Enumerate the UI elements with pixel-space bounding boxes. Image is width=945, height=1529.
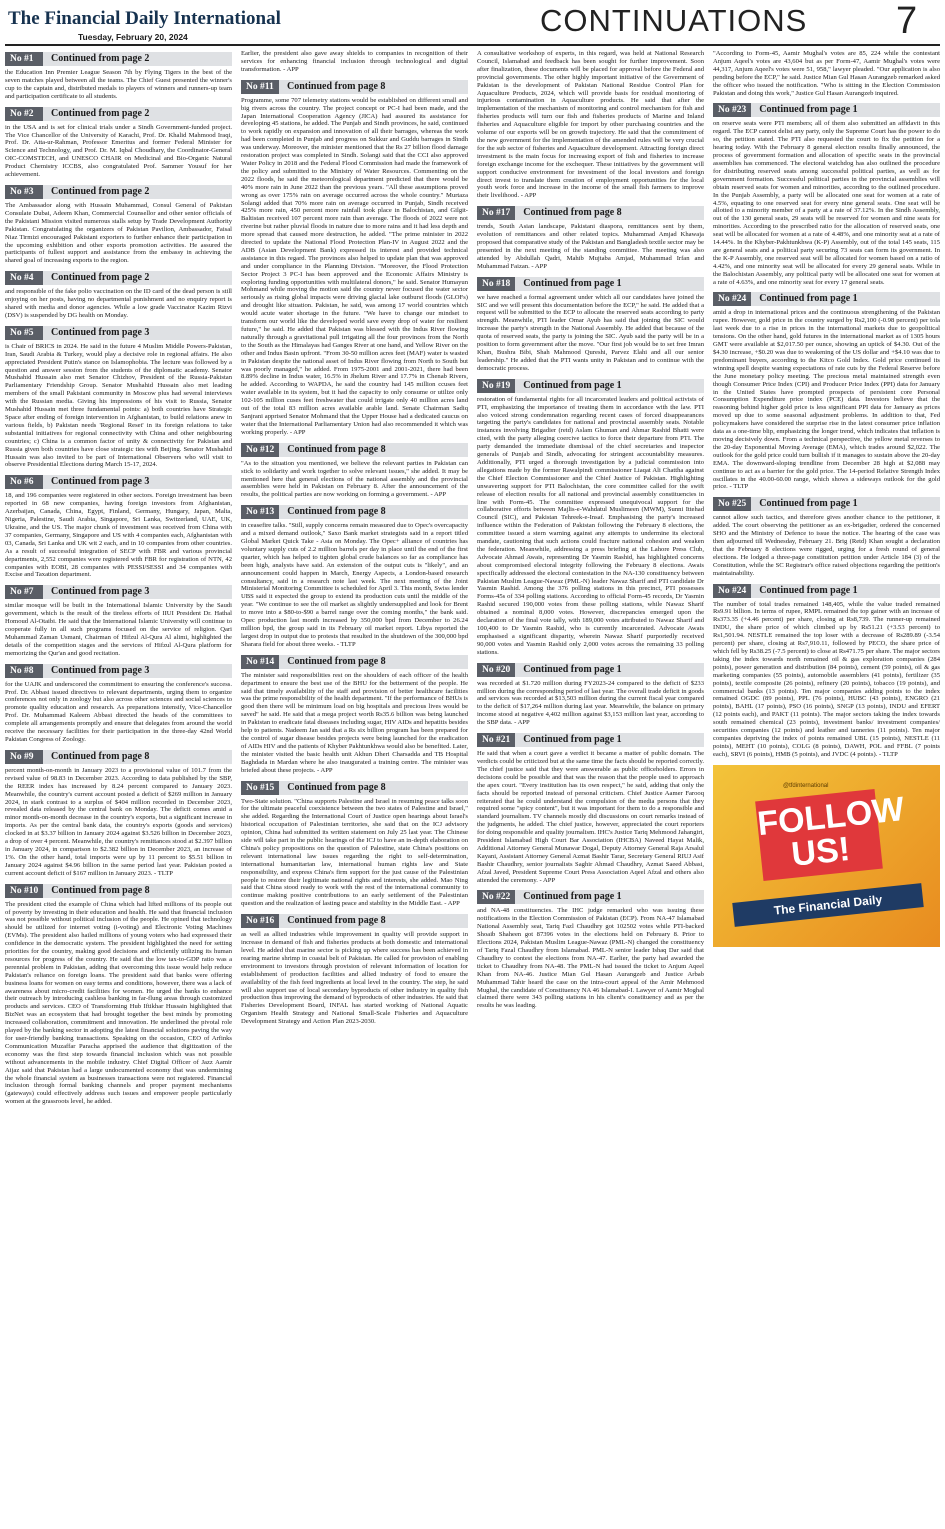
continuation-header xyxy=(477,206,704,220)
continuation-header xyxy=(241,655,468,669)
continued-from-label: Continued from page 8 xyxy=(43,884,232,898)
article xyxy=(241,80,468,437)
continuation-number: No #23 xyxy=(713,103,751,117)
continuation-number: No #24 xyxy=(713,292,751,306)
continuation-number: No #7 xyxy=(5,585,43,599)
column-1 xyxy=(5,50,232,1524)
continuation-number: No #17 xyxy=(477,206,515,220)
article xyxy=(5,475,232,579)
article-body: Two-State solution. "China supports Palestine and Israel in resuming peace talks soon for the ultimate peaceful coexistence between the two states of Palestine and Israel," she added. Regarding the International Court of Justice open hearings about Israel's historical occupation of Palestinian territories, she said that on the ICJ advisory opinion, China had submitted its written statement on July 25 last year. The Chinese side will take part in the public hearings of the ICJ to have an in-depth elaboration on China's policy propositions on the question of Palestine, state China's positions on relevant international law issues regarding the right to self-determination, international humanitarian law, international human rights law and State responsibility, and express China's firm support for the just cause of the Palestinian people to restore their legitimate national rights and interests, she added. Mao Ning said that China stood ready to work with the rest of the international community to continue making positive contributions to an early settlement of the Palestinian question and the realization of lasting peace and stability in the Middle East. - APP xyxy=(241,797,468,908)
continuation-number: No #5 xyxy=(5,326,43,340)
continuation-header xyxy=(241,505,468,519)
article-body: trends, South Asian landscape, Pakistani diaspora, remittances sent by them, evolution of remittances and other related topics. Muhammad Amjad Khawaja proposed that comparative study of the Pakistan and Bangladesh textile sector may be presented in the next meeting of the standing committee. The meeting was also attended by Abdullah Qadri, Mahib Mujtaba Amjad, Muhammad Irfan and Muhammad Faizan. - APP xyxy=(477,223,704,270)
continuation-header xyxy=(5,475,232,489)
article xyxy=(5,750,232,878)
article-body: the Education Inn Premier League Season 7th by Flying Tigers in the best of the seven matches played between all the teams. The Chief Guest presented the winner's cup to the captain and, distributed medals to players of winners and runners-up team and participation certificate to all students. xyxy=(5,69,232,100)
article xyxy=(477,733,704,884)
continuation-header xyxy=(5,664,232,678)
article xyxy=(241,914,468,1026)
continued-from-label: Continued from page 2 xyxy=(43,185,232,199)
article-body: similar mosque will be built in the International Islamic University by the Saudi government, which is the result of the tireless efforts of IIUI President Dr. Hathal Homoud Al-Otaibi. He said that the International Islamic University will continue to cooperate fully in all such programs focused on the service of religion. Qari Muhammad Zaman Usmani, Chairman of Hifzul Al-Qura Al alimi, highlighted the details of the competition stages and the services of Hifzul Al-Qura platform for memorizing the Qur'an and good recitation. xyxy=(5,602,232,657)
continued-from-label: Continued from page 1 xyxy=(515,277,704,291)
continued-from-label: Continued from page 8 xyxy=(279,914,468,928)
article xyxy=(477,206,704,270)
continued-from-label: Continued from page 3 xyxy=(43,585,232,599)
article-body: The Ambassador along with Hussain Muhammad, Consul General of Pakistan Consulate Dubai, Adeem Khan, Commercial Counsellor and other senior officials of the Pakistani Mission visited numerous stalls setup by Trade Development Authority Pakistan. Congratulating the organizers of Pakistan Pavilion, Ambassador, Faisal Niaz Tirmizi encouraged Pakistani exporters to further enhance their participation in the upcoming exhibition and other exports promotion activities. He assured the participants of fullest support and assistance from the embassy in achieving the shared goal of increasing exports to the region. xyxy=(5,201,232,265)
continued-from-label: Continued from page 8 xyxy=(279,655,468,669)
article xyxy=(477,890,704,1010)
continued-from-label: Continued from page 1 xyxy=(515,733,704,747)
continued-from-label: Continued from page 2 xyxy=(43,52,232,66)
continuation-header xyxy=(477,277,704,291)
article-body: "As to the situation you mentioned, we believe the relevant parties in Pakistan can stick to solidarity and work together to solve relevant issues," she added. It may be mentioned here that general elections of the national assembly and the provincial assemblies were held in Pakistan on February 8. After the announcement of the results, the political parties are now working on forming a government. - APP xyxy=(241,459,468,499)
page-number: 7 xyxy=(896,0,918,42)
continued-from-label: Continued from page 3 xyxy=(43,475,232,489)
continuation-number: No #21 xyxy=(477,733,515,747)
continuation-number: No #14 xyxy=(241,655,279,669)
article xyxy=(713,497,940,577)
continued-from-label: Continued from page 8 xyxy=(43,750,232,764)
continuation-number: No #4 xyxy=(5,271,43,285)
continuation-header xyxy=(241,443,468,457)
continuation-number: No #10 xyxy=(5,884,43,898)
article-body: is Chair of BRICS in 2024. He said in the future 4 Muslim Middle Powers-Pakistan, Iran, Saudi Arabia & Turkey, would play a decisive role in regional affairs. He also appreciated President Putin's stance on Islamophobia. The lecture was followed by a question and answer session from the students of the diplomatic academy. Senator Mushahid Hussain also met Senator Chizhov, President of the Russia-Pakistan Parliamentary Friendship Group. Senator Mushahid Hussain also met leading members of the small Pakistani community in Moscow plus had several interviews with the Russian media. Giving his impressions of his visit to Russia, Senator Mushahid Hussain met three fundamental points: a) both countries have Strategic Space after ending of foreign intervention in Afghanistan, to build relations anew in various fields, b) Pakistan needs 'Regional Reset' in its foreign relations to take substantial initiatives for regional connectivity with China and other neighbouring countries; c) China is a common factor of unity & connectivity for Pakistan and Russia given both countries have close strategic ties with Beijing. Senator Mushahid Hussain was also invited to be part of International Observers who will visit to observe Presidential Elections during March 15-17, 2024. xyxy=(5,342,232,469)
article xyxy=(713,103,940,286)
article xyxy=(241,50,468,74)
article-body: and responsible of the fake polio vaccination on the ID card of the dead person is still enjoying on her posts, having no departmental punishment and no enquiry report is shared with media and donor agencies. While a low grade Vaccinator Kazim Rizvi (DSV) is suspended by DG health on Monday. xyxy=(5,288,232,319)
article-body: percent month-on-month in January 2023 to a provisional value of 101.7 from the revised value of 98.83 in December 2023. According to data published by the SBP, the REER index has increased by 8.24 percent compared to January 2023. Meanwhile, the country's current account posted a deficit of $269 million in January 2024, in stark contrast to a surplus of $404 million recorded in December 2023, revealed data released by the central bank on Monday. The deficit comes amid a minor month-on-month decrease in the country's exports, but a significant increase in imports. As per the central bank data, the country's exports (goods and services) clocked in at $3.37 billion in January 2024 against $3.526 billion in December 2023, a drop of over 4 percent. Meanwhile, the country's remittances stood at $2.397 billion in January 2024, in comparison to $2.382 billion in December 2023, an increase of 1%. On the other hand, total imports were up by 11 percent to $5.51 billion in January 2024 against $4.96 billion in the same period last year. Pakistan posted a current account deficit of $167 million in January 2023. - TLTP xyxy=(5,766,232,877)
ad-headline: FOLLOW US! xyxy=(755,789,883,881)
continued-from-label: Continued from page 2 xyxy=(43,107,232,121)
continued-from-label: Continued from page 3 xyxy=(43,664,232,678)
article xyxy=(5,52,232,101)
continuation-header xyxy=(477,733,704,747)
column-4 xyxy=(713,50,940,1524)
continuation-header xyxy=(5,884,232,898)
article xyxy=(477,50,704,200)
article-body: The minister said responsibilities rest on the shoulders of each officer of the health department to ensure the best use of the BHU for the betterment of the people. He said that timely availability of the staff and provision of better healthcare facilities was the prime responsibility of the health department. "If the performance of BHUs is good then there will be minimum load on big hospitals and precious lives would be saved" he said. He said that a mega project worth Rs35.6 billion was being launched in Pakistan to eradicate fatal diseases including sugar, HIV AIDs and hepatitis besides help to patients. Nadeem Jan said that a Rs six billion program has been prepared for the control of sugar disease besides projects were being launched for the eradication of AIDs HIV and the patients of Khyber Pakhtunkhwa would also be benefited. Later, the minister visited the basic health unit Akhun Dheri Charsadda and TB Hospital Baghdada in Mardan where he also inaugurated a training centre. The minister was briefed about these projects. - APP xyxy=(241,671,468,774)
continuation-header xyxy=(477,890,704,904)
continuation-number: No #20 xyxy=(477,663,515,677)
continued-from-label: Continued from page 1 xyxy=(751,497,940,511)
column-2 xyxy=(241,50,468,1524)
continuation-number: No #19 xyxy=(477,379,515,393)
continuation-number: No #16 xyxy=(241,914,279,928)
section-title: CONTINUATIONS xyxy=(540,3,808,38)
article xyxy=(477,663,704,727)
continued-from-label: Continued from page 1 xyxy=(515,890,704,904)
continuation-header xyxy=(477,379,704,393)
article-body: in the USA and is set for clinical trials under a Sindh Government-funded project. The Vice Chancellor of the University of Karachi, Prof. Dr. Khalid Mahmood Iraqi, Prof. Dr. Atta-ur-Rahman, Professor Emeritus and former Federal Minister for Science and Technology, and Prof. Dr. M. Iqbal Choudhary, the Coordinator-General OIC-COMSTECH, and UNESCO CHAIR on Medicinal and Bio-Organic Natural Product Chemistry ICCBS, also congratulated Prof. Sammer Yousuf for her achievement. xyxy=(5,123,232,179)
continuation-header xyxy=(5,107,232,121)
continuation-number: No #15 xyxy=(241,781,279,795)
continuation-number: No #11 xyxy=(241,80,279,94)
continuation-number: No #9 xyxy=(5,750,43,764)
masthead xyxy=(0,0,945,46)
article xyxy=(713,292,940,491)
continued-from-label: Continued from page 3 xyxy=(43,326,232,340)
article-body: A consultative workshop of experts, in this regard, was held at National Research Council, Islamabad and feedback has been sought for further improvement. Soon after finalization, these documents will be placed for approval before the Federal and provincial governments. The other highly important initiative of the Government of Pakistan is the development of Pakistan National Residue Control Plan for Aquaculture Products, 2024, which will provide basis for residual monitoring of injurious contamination in Aquaculture products. He said that after the implementation of the mechanism of monitoring and control mechanism for fish and fisheries products will turn our fish and fisheries products of Marine and Inland fisheries and Aquaculture eligible for import by other purchasing countries and the volume of our exports will be on growth trajectory. He said that the commitment of the new government for the implementation of the amended rules will be very crucial for the sub sector of fisheries and Aquaculture development. Attracting foreign direct investment is the main focus for increasing export of fish and fisheries to increase foreign exchange income for the exchequer. These initiatives by the government will support conducive environment for investment of the local investors and foreign direct invest to translate them creation of employment opportunities for the local youth work force and increase in the income of the small fish farmers to improve their livelihood. - APP xyxy=(477,50,704,200)
continued-from-label: Continued from page 8 xyxy=(279,781,468,795)
article-body: "According to Form-45, Aamir Mughal's votes are 85, 224 while the contestant Anjum Aqeel's votes are 43,604 but as per Form-47, Aamir Mughal's votes were 44,317, Anjum Aqeel's votes were 51, 958," lawyer pleaded. "Our application is also pending before the ECP," he said. Justice Mian Gul Hasan Aurangzeb remarked asked the officer who issued the notification. "Who is sitting in the Election Commission Pakistan and doing this work," Justice Gul Hasan Aurangzeb inquired. xyxy=(713,50,940,97)
continuation-number: No #13 xyxy=(241,505,279,519)
follow-us-ad[interactable] xyxy=(713,765,940,947)
article xyxy=(5,271,232,320)
article xyxy=(241,505,468,649)
continuation-number: No #18 xyxy=(477,277,515,291)
article xyxy=(713,50,940,97)
continued-from-label: Continued from page 1 xyxy=(751,584,940,598)
continuation-header xyxy=(713,103,940,117)
header-rule xyxy=(5,44,940,46)
continuation-header xyxy=(5,185,232,199)
article-body: amid a drop in international prices and the continuous strengthening of the Pakistan rupee. However, gold price in the country surged by Rs2,100 (-0.98 percent) per tola last week due to a rise in prices in the international markets due to geopolitical tensions. On the other hand, gold futures in the international market as of 1305 hours GMT were available at $2,017.50 per ounce, showing an uptick of $4.30. Out of the $4.30 increase, +$0.20 was due to weakening of the US dollar and +$4.10 was due to predominant buyers, according to the Kitco Gold Index. Gold price continued its winning spell despite waning expectations of rate cuts by the Federal Reserve before the June monetary policy meeting. The precious metal maintained strength even though Consumer Price Index (CPI) and Producer Price Index (PPI) data for January in the United States have prompted prospects of persistent core Personal Consumption Expenditure price index (PCE) data. Investors believe that the reasoning behind higher gold price is less significant PPI data for January as prices moved up due to some seasonal adjustment problems. In addition to that, Fed policymakers have considered the surprise rise in the latest consumer price inflation data as a one-time blip, emphasizing the longer trend, which indicates that inflation is moving decisively down. From a technical perspective, the yellow metal reverses to the 20-day Exponential Moving Average (EMA), which trades around $2,022. The outlook for the gold price could turn bullish if it manages to sustain above the 20-day EMA. The downward-sloping trendline from December 28 high at $2,088 may continue to act as a barrier for the gold price. The 14-period Relative Strength Index oscillates in the 40.00-60.00 range, which shows a sideways outlook for the gold price. - TLTP xyxy=(713,309,940,491)
continuation-header xyxy=(5,326,232,340)
article-body: we have reached a formal agreement under which all our candidates have joined the SIC and we will present this documentation before the ECP," he said. He added that a request will be submitted to the ECP to allocate the reserved seats according to party strength. Meanwhile, PTI leader Omar Ayub has said that joining the SIC would increase the party's strength in the National Assembly. He added that because of the quota of reserved seats, the party is joining the SIC. Ayub said the party will be in a position to form government after the move. "Our first job would be to set free Imran Khan, Bushra Bibi, Shah Mahmood Qureshi, Parvez Elahi and all our senior leadership." He added that the PTI wants unity in Pakistan and to continue with the democratic process. xyxy=(477,293,704,372)
article-body: Earlier, the president also gave away shields to companies in recognition of their services for enhancing financial inclusion through technological and digital transformation. - APP xyxy=(241,50,468,73)
continuation-header xyxy=(5,750,232,764)
article-body: in ceasefire talks. "Still, supply concerns remain measured due to Opec's overcapacity and a mixed demand outlook," Saxo Bank market strategists said in a report titled Global Market Quick Take - Asia on Monday. The Opec+ alliance of countries has voluntary supply cuts of 2.2 million barrels per day in place until the end of the first quarter, which has helped to tighten global crude balances so far as compliance has been high, analysts have said. An extension of the output cuts is "likely", and an announcement could happen in March, Energy Aspects, a London-based research consultancy, said in a research note last week. The next meeting of the Joint Ministerial Monitoring Committee is scheduled for April 3. This month, Swiss lender UBS said it expected the group to extend its production cuts until the middle of the year. "We continue to see the oil market as slightly undersupplied and look for Brent to move into a $80-to-$90 a barrel range over the coming months," the bank said. Opec production last month increased by 350,000 bpd from December to 26.24 million bpd, the group said in its February oil market report. Libya reported the largest drop in output due to protests that resulted in the shutdown of the 300,000 bpd Sharara field for about three weeks. - TLTP xyxy=(241,522,468,648)
article-body: cannot allow such tactics, and therefore gives another chance to the petitioner, it added. The court observing the petitioner as an ex-brigadier, ordered the concerned SHO and the Ministry of Defence to issue the notice. The hearing of the case was then adjourned till Wednesday, February 21. Brig (Retd) Khan sought a declaration that the February 8 elections were rigged, urging for a fresh round of general elections. He lodged a three-page constitution petition under Article 184 (3) of the Constitution, while the SC Registrar's office raised objections regarding the petition's maintainability. xyxy=(713,514,940,577)
continued-from-label: Continued from page 1 xyxy=(751,292,940,306)
continuation-number: No #22 xyxy=(477,890,515,904)
article-body: He said that when a court gave a verdict it became a matter of public domain. The verdicts could be criticized but at the same time the facts should be reported correctly. The chief justice said that they were answerable as public officeholders. Errors in decisions could be possible and that was the reason that the people used to approach the apex court. "Every institution has its own respect," he said, adding that only the facts should be reported instead of personal criticism. Chief Justice Aamer Farooq reiterated that he could understand the compulsion of the media persons that they required some "spicy content", but it was important for them to do a responsible and standard journalism. TV channels mostly did discussions on court remarks instead of the judgments, he added. The chief justice, however, appreciated the court reporters for doing responsible and quality journalism. IHC's Justice Tariq Mehmood Jahangiri, President Islamabad High Court Bar Association (IHCBA) Naveed Hayat Malik, Additional Attorney General Munawar Dogal, Deputy Attorney General Raja Arsalul Kayani, Assistant Attorney General Azmat Bashir Tarar, Secretary General RIUJ Asif Bashir Chaudhry, senior journalists Saghir Ahmad Chaudhry, Azmat Saeed Abbasi, Afzal Javed, President Supreme Court Press Association Aqeel Afzal and others also attended the ceremony. - APP xyxy=(477,750,704,884)
article-body: on reserve seats were PTI members; all of them also submitted an affidavit in this regard. The ECP cannot delist any party, only the Supreme Court has the power to do so, the petition stated. The PTI also requested the court to fix the petition for a hearing today. With the February 8 general election results finally announced, the process of government formation and allocation of specific seats in the provincial assemblies has commenced. The electoral watchdog has also outlined the procedure for distributing reserved seats among successful political parties, as well as for government formation. Successful political parties in the provincial assemblies will obtain reserved seats for women and minorities, according to the outlined procedure. In the Punjab Assembly, a party will be allocated one seat for women at a rate of 4.5%, equating to one reserved seat for every nine general seats. One seat will be allotted to a minority member of a party at a rate of 37.12%. In the Sindh Assembly, out of the 130 general seats, 29 seats will be reserved for women and nine seats for minorities. According to the prescribed ratio for the allocation of reserved seats, one seat will be allocated for women at a rate of 4.48%, and one minority seat at a rate of 14.44%. In the Khyber-Pakhtunkhwa (K-P) Assembly, out of the total 145 seats, 115 are general seats and a political party securing 73 seats can form its government. In the K-P Assembly, one reserved seat will be allocated for women based on a ratio of 4.42%, and one minority seat will be allocated for every 29 general seats. While in the Balochistan Assembly, any political party will be allocated one seat for women at a rate of 4.63%, and one minority seat for every 17 general seats. xyxy=(713,120,940,286)
article-body: was recorded at $1.720 million during FY2023-24 compared to the deficit of $233 million during the corresponding period of last year. The overall trade deficit in goods and services was recorded at $13,503 million during the current fiscal year compared to the deficit of $17,264 million during last year. Meanwhile, the balance on primary income stood at negative 4,402 million against $3,153 million last year, according to the SBP data. - APP xyxy=(477,679,704,727)
continuation-header xyxy=(5,585,232,599)
continuation-header xyxy=(241,80,468,94)
continuation-header xyxy=(241,914,468,928)
article xyxy=(713,584,940,759)
newspaper-title: The Financial Daily International xyxy=(8,8,281,29)
continued-from-label: Continued from page 8 xyxy=(515,206,704,220)
columns xyxy=(5,50,940,1524)
continuation-header xyxy=(477,663,704,677)
continuation-number: No #8 xyxy=(5,664,43,678)
continued-from-label: Continued from page 8 xyxy=(279,505,468,519)
article xyxy=(241,781,468,909)
article xyxy=(5,185,232,265)
article xyxy=(477,277,704,373)
continuation-header xyxy=(713,497,940,511)
issue-date: Tuesday, February 20, 2024 xyxy=(78,32,188,42)
article xyxy=(241,443,468,500)
continued-from-label: Continued from page 2 xyxy=(43,271,232,285)
ad-brand: The Financial Daily xyxy=(732,883,923,927)
ad-handle: @tfdinternational xyxy=(783,782,829,789)
article xyxy=(5,326,232,470)
continued-from-label: Continued from page 1 xyxy=(515,663,704,677)
article xyxy=(5,585,232,657)
continued-from-label: Continued from page 8 xyxy=(279,80,468,94)
article-body: restoration of fundamental rights for all incarcerated leaders and political activists of PTI, emphasizing the importance of treating them in accordance with the law. PTI also voiced strong condemnation regarding recent cases of forced disappearances targeting the party's candidates for national and provincial assembly seats. Notable instances involving Brigadier (retd) Aslam Ghuman and Ahmar Rashid Bhatti were cited, with the party alleging coercive tactics to force their departure from PTI. The party demanded the immediate dismissal of the chief secretaries and inspector generals of Punjab and Sindh, advocating for stringent accountability measures. Additionally, PTI urged a thorough investigation by a judicial commission into allegations made by the former Rawalpindi commissioner Liaqat Ali Chattha against the Chief Election Commissioner and the Chief Justice of Pakistan. Highlighting unwavering support for PTI Balochistan, the core committee called for the swift release of election results for all national and provincial assembly constituencies in line with Form-45. The committee expressed unequivocal support for the collaborative efforts between Majlis-e-Wahdatul Muslimeen (MWM), Sunni Ittehad Council (SIC), and Pakistan Tehreek-e-Insaf. Emphasising the party's increased influence within the Federation of Pakistan following the February 8 elections, the committee issued a stern warning against any attempts to undermine its electoral mandate, cautioning that such actions could fracture national cohesion and weaken the federation. Meanwhile, addressing a press briefing at the Lahore Press Club, Advocate Ahmad Awais, representing Dr Yasmin Rashid, has highlighted concerns about compromised electoral integrity following the February 8 elections. Awais specifically addressed the electoral contestation in the NA-130 constituency between Pakistan Muslim League-Nawaz (PML-N) leader Nawaz Sharif and PTI candidate Dr Yasmin Rashid. Among the 376 polling stations in this precinct, PTI possesses Forms-45s of 334 polling stations. According to official Form-45 records, Dr Yasmin Rashid secured 190,000 votes from these polling stations, while Nawaz Sharif obtained a nominal 8,000 votes. However, discrepancies emerged upon the declaration of the final vote tally, with 189,000 votes attributed to Nawaz Sharif and 100,400 to Dr Yasmin Rashid, who is currently incarcerated. Advocate Awais emphasised a significant disparity, wherein Nawaz Sharif purportedly received 90,000 votes and Yasmin Rashid only 2,000 votes across the remaining 33 polling stations. xyxy=(477,395,704,656)
article xyxy=(5,664,232,744)
continuation-number: No #3 xyxy=(5,185,43,199)
continuation-header xyxy=(5,271,232,285)
article xyxy=(5,884,232,1107)
continuation-number: No #2 xyxy=(5,107,43,121)
article xyxy=(477,379,704,657)
article xyxy=(241,655,468,775)
continuation-number: No #6 xyxy=(5,475,43,489)
continuation-number: No #12 xyxy=(241,443,279,457)
article-body: for the UAJK and underscored the commitment to ensuring the conference's success. Prof. Dr. Abbasi issued directives to relevant departments, urging them to organize conferences not only in zoology but also across other sciences and social sciences to promote quality education and research. As preparations intensify, Vice-Chancellor Prof. Dr. Muhammad Kaleem Abbasi directed the heads of the committees to complete all arrangements promptly and ensure that delegates from around the world receive the necessary facilities for their participation in the three-day 42nd World Pakistan Congress of Zoology. xyxy=(5,680,232,743)
article-body: The number of total trades remained 148,405, while the value traded remained Rs9.91 billion. In terms of rupee, RMPL remained the top gainer with an increase of Rs373.35 (+4.46 percent) per share, closing at Rs8,739. The runner-up remained INDU, the share price of which climbed up by Rs51.21 (+3.53 percent) to Rs1,501.94. NESTLE remained the top loser with a decrease of Rs289.89 (-3.54 percent) per share, closing at Rs7,910.11, followed by PECO, the share price of which fell by Rs38.25 (-7.5 percent) to close at Rs471.75 per share. The major sectors taking the index towards north remained oil & gas exploration companies (284 points), power generation and distribution (84 points), cement (59 points), oil & gas marketing companies (55 points), automobile assemblers (41 points), fertilizer (35 points), textile composite (26 points), refinery (20 points), tobacco (19 points), and commercial banks (13 points). Ten major companies adding points to the index remained OGDC (89 points), PPL (76 points), HUBC (43 points), ENGRO (21 points), BAHL (17 points), PSO (16 points), SNGP (13 points), INDU and EFERT (12 points each), and PAKT (11 points). The major sectors taking the index towards south remained chemical (23 points), investment banks/ investment companies/ securities companies (12 points) and leather and tanneries (11 points). Ten major companies depriving the index of points remained UBL (15 points), NESTLE (11 points), MEHT (10 points), COLG (8 points), DAWH, POL and FFBL (7 points each), SRVI (6 points), HMB (5 points), and JVDC (4 points). - TLTP xyxy=(713,600,940,758)
article-body: as well as allied industries while improvement in quality will provide support in increase in demand of fish and fisheries products at both domestic and international level. He added that marine sector is picking up where success has been achieved in rearing marine shrimp in coastal belt of Pakistan. He called for provision of enabling environment to investors through provision of relevant information of location for establishment of production facilities and allied industry of food to ensure the availability of the fish feed ingredients at local level in the country. The step, he said will also support use of local secondary byproducts of other industry in quality fish production thus improving the demand of byproducts of other industries. He said that Fisheries Development Board, INFAL has started working of National Aquatic Organism Health Strategy and National Small-Scale Fisheries and Aquaculture Development Strategy and Action Plan 2023-2030. xyxy=(241,931,468,1026)
continued-from-label: Continued from page 8 xyxy=(279,443,468,457)
continued-from-label: Continued from page 1 xyxy=(515,379,704,393)
continuation-header xyxy=(241,781,468,795)
continuation-header xyxy=(713,584,940,598)
article-body: The president cited the example of China which had lifted millions of its people out of poverty by investing in their education and health. He said that financial inclusion was not possible without political inclusion of the people. He opined that technology should be utilized for internet voting (i-voting) and Electronic Voting Machines (EVMs). The president also hailed millions of young voters who had expressed their confidence in the democratic system. The president highlighted the need for setting priorities for the country, making good decisions and efficiently utilizing its human resources for progress of the country. He said that the low tax-to-GDP ratio was a perennial problem in Pakistan, adding that overcoming this issue would help reduce Pakistan's reliance on foreign loans. The president said that banks were offering business loans for women on easy terms and conditions, however, there was a lack of awareness about micro-credit facilities for women. He urged the banks to enhance their outreach by introducing cashless banking in far-flung areas through customized products and services. CEO of Transforming Hub Iftikhar Hussain highlighted that BizNet was an ecosystem that had brought together the best minds by promoting increased collaboration, commitment and innovation. He underlined the pivotal role played by the banking sector in adopting the latest financial solutions paving the way for user-friendly banking transactions. Speaking on the occasion, CEO of Arfinks Communication Muzaffar Paracha apprised the audience that digitization of the economy was the first step towards financial inclusion which was not possible without advancements in the mobile industry. Chief Digital Officer of Jazz Aamir Aijaz said that Pakistan had a large undocumented economy that was undermining the whole financial system as businesses transactions were not registered. Financial inclusion through formal banking channels and proper payment mechanisms (gateways) could effectively address such issues and empower people particularly women at the grassroots level, he added. xyxy=(5,900,232,1106)
continuation-header xyxy=(5,52,232,66)
article xyxy=(5,107,232,179)
continuation-header xyxy=(713,292,940,306)
article-body: 18, and 196 companies were registered in other sectors. Foreign investment has been reported in 68 new companies, having foreign investors from Afghanistan, Azerbaijan, Canada, China, Egypt, Finland, Germany, Hungary, Japan, Malta, Nigeria, Palestine, Saudi Arabia, Singapore, Sri Lanka, Switzerland, UAE, UK, Ukraine, and the US. The major chunk of investment was received from China with 37 companies, Germany, Singapore and US with 4 companies each, Afghanistan with 03, Canada, Sri Lanka and UK wit 2 each, and in 10 companies from other countries. As a result of successful integration of SECP with FBR and various provincial departments, 2,552 companies were registered with FBR for registration of NTN, 42 companies with EOBI, 28 companies with PESSI/SESSI and 34 companies with Excise and Taxation department. xyxy=(5,492,232,579)
continued-from-label: Continued from page 1 xyxy=(751,103,940,117)
continuation-number: No #24 xyxy=(713,584,751,598)
continuation-number: No #1 xyxy=(5,52,43,66)
article-body: Programme, some 707 telemetry stations would be established on different small and big rivers across the country. The project concept or PC-I had been made, and the Japan International Cooperation Agency (JICA) had assured its assistance for developing 45 stations, he added. The Punjab and Sindh provinces, he said, continued to work rapidly on expansion and innovation of all their barrages, whereas the work had been completed in Punjab and progress on Sukkur and Guddu barrages in Sindh was underway. Moreover, the minister mentioned that the Rs 27 billion flood damage restoration project was completed in Sindh. Solangi said that the CCI also approved Water Policy in 2018 and the Federal Flood Commission had made the framework of the policy and submitted to the Ministry of Water Resources. Commenting on the 2022 floods, he said the meteorological department predicted that there would be 40% more rain in June 2022 than the previous years. "All these assumptions proved wrong as over 175% rain on average occurred across the whole country." Murtaza Solangi added that 70% more rain on average occurred in Punjab, Sindh received 425% more rain, 450 percent more rainfall took place in Balochistan, and Gilgit-Baltistan received 107 percent more rain than average. The floods of 2022 were not riverine but rather pluvial floods in nature due to more rains and it had less depth and more spread that caused more destruction, he added. "The prime minister in 2022 directed to update the National Flood Protection Plan-IV in August 2022 and the ADB (Asian Development Bank) expressed its interest and provided technical assistance in this regard. The provinces also helped to update plan that was approved and under compliance in the Planning Division. "Moreover, the Flood Protection Sector Project 3 PC-I has been approved and the Economic Affairs Ministry is exploring funding opportunities with multilateral donors," he said. Senator Humayun Mohmand while moving the motion said the country never focused the water sector seriously as rising global impacts were driving glacial lake outburst floods (GLOFs) and drought like situation. Pakistan, he said, was among 17 world countries which would acute water shortage in the future. "We have to change our mindset to transform our world like the developed world save every drop of water for resilient future," he said. He added that Pakistan was blessed with the Indus River flowing naturally through a gravitational pull irrigating all the four provinces from the North to the South as the Himalayas had Ganges River at one hand, and Yellow River on the other and Indus Basin upfront. "From 30-50 million acres feet (MAF) water is wasted in Pakistan despite the national asset of Indus River flowing from North to South but was poorly managed," he added. From 1975-2001 and 2001-2021, there had been 8.89% decline in Indus water, 16.5% in Jhelum River and 17.7% in Chenab Rivers, he added. According to WAPDA, he said the country had 145 million ccuses feet water available in its system, but it had the capacity to only consume or utilize only 102-105 million cuses feet freshwater that could irrigate only 40 million acres land out of the total 83 million acres available arable land. Senate Chairman Sadiq Sanjrani apprised Senator Mohmand that the Upper House had a dedicated caucus on water that the International Parliamentary Union had also recommended it which was working properly. - APP xyxy=(241,96,468,436)
article-body: and NA-48 constituencies. The IHC judge remarked who was issuing these notifications in the Election Commission of Pakistan (ECP). From NA-47 Islamabad National Assembly seat, Tariq Fazl Chaudhry got 102502 votes while PTI-backed Shoaib Shaheen got 87396 votes in the elections held on February 8. Prior to Elections 2024, Pakistan Muslim League-Nawaz (PML-N) changed the constituency of Tariq Fazal Chaudhry from Islamabad. PML-N senior leader Ishaq Dar said that Chaudhry to contest the elections from NA-47. Earlier, the party had awarded the ticket to Chaudhry from NA-48. The PML-N had issued the ticket to Anjum Aqeel Khan from NA-46. Justice Mian Gul Hasan Aurangzeb and Justice Arbab Muhammad Tahir heard the case on the intra-court appeal of the Amir Mehmood Mughal, the candidate of Constituency NA 46 Islamabad-I. Lawyer of Aamir Moghal claimed there were 343 polling stations in his client's constituency and as per the results he was leading. xyxy=(477,907,704,1010)
column-3 xyxy=(477,50,704,1524)
continuation-number: No #25 xyxy=(713,497,751,511)
